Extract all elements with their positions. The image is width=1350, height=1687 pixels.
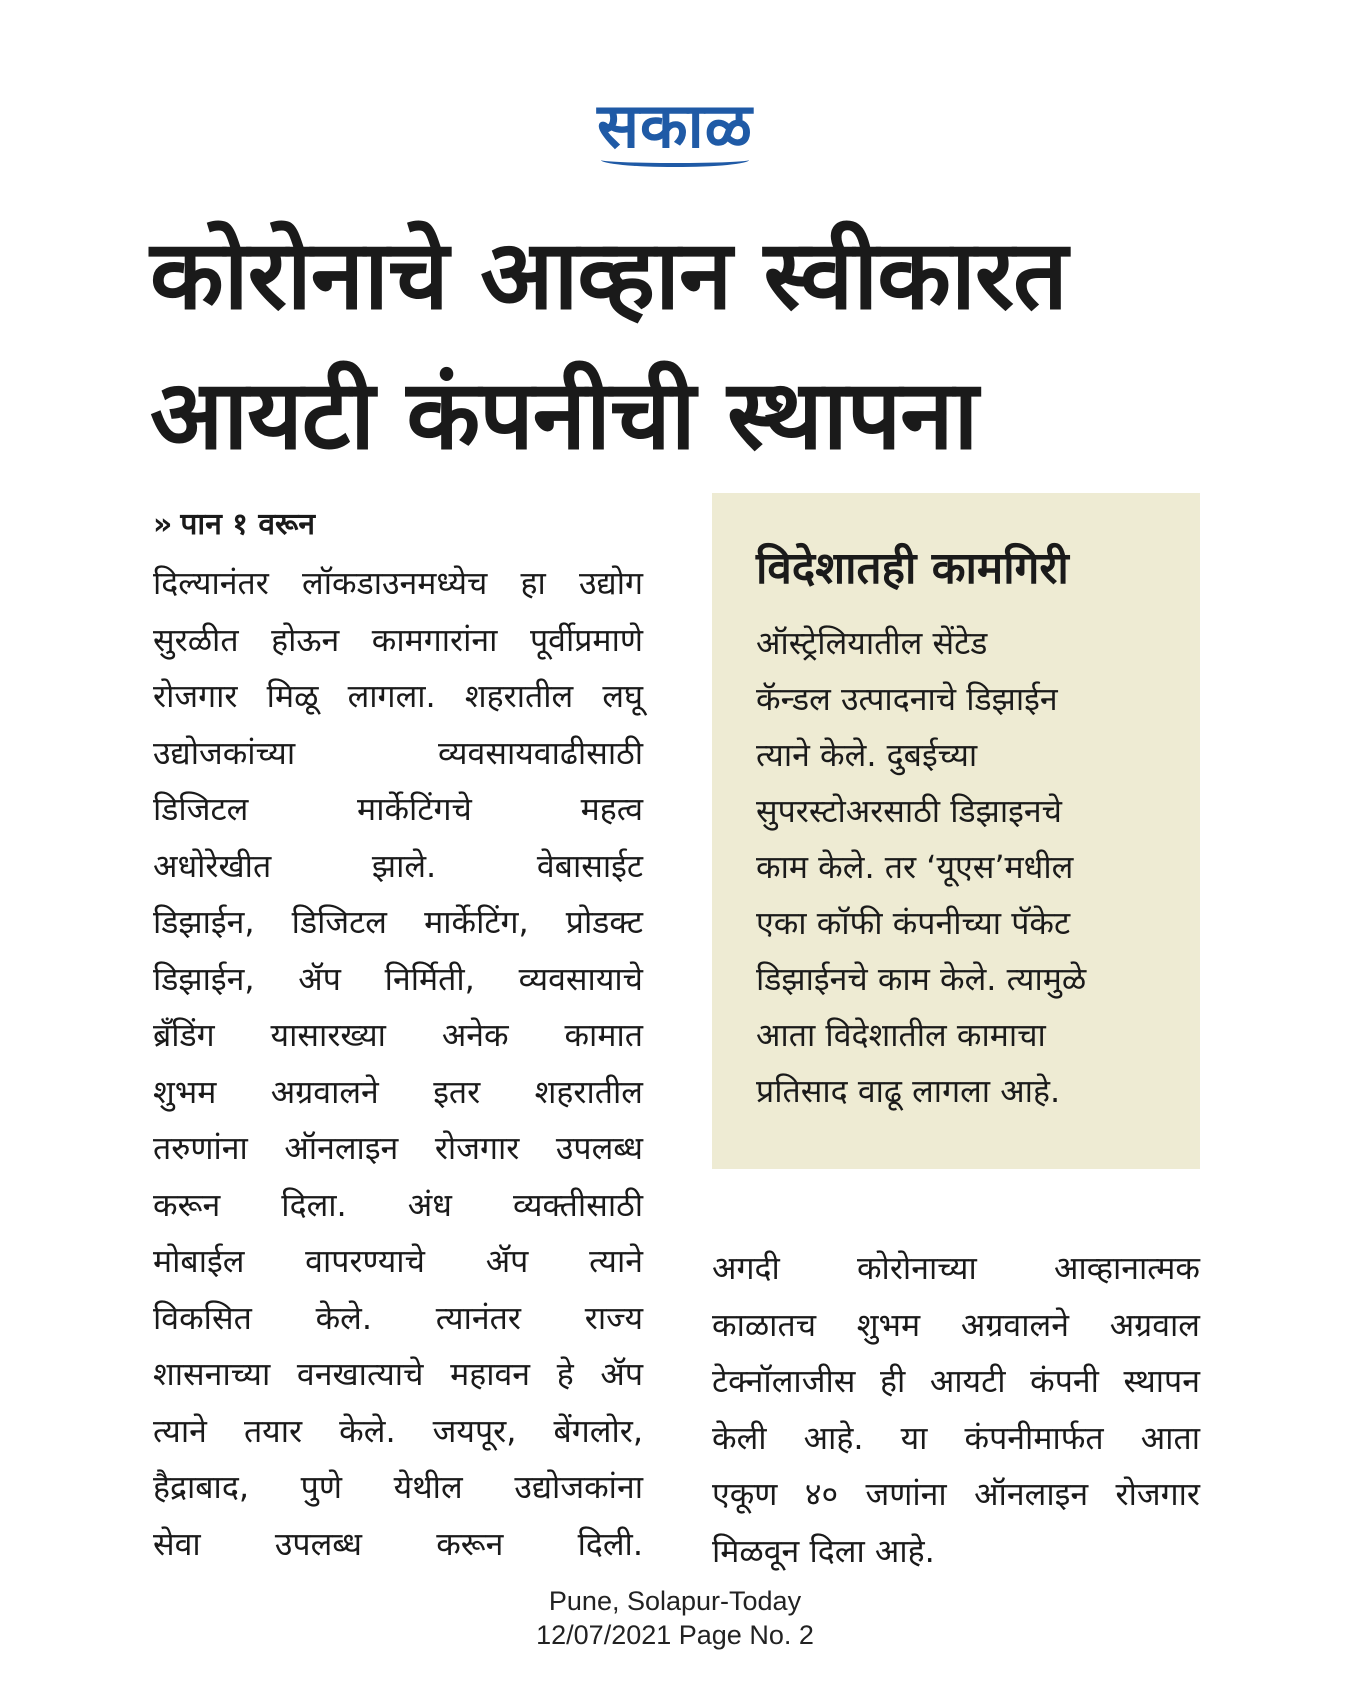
logo-text: सकाळ xyxy=(597,89,753,162)
sidebar-line: काम केले. तर ‘यूएस’मधील xyxy=(756,848,1074,886)
body-line: करून दिला. अंध व्यक्तीसाठी xyxy=(153,1185,643,1224)
body-line: डिझाईन, डिजिटल मार्केटिंग, प्रोडक्ट xyxy=(153,903,643,941)
body-line: मिळवून दिला आहे. xyxy=(712,1531,935,1570)
body-line: सुरळीत होऊन कामगारांना पूर्वीप्रमाणे xyxy=(153,620,643,659)
headline-line-2: आयटी कंपनीची स्थापना xyxy=(150,359,978,471)
body-line: एकूण ४० जणांना ऑनलाइन रोजगार xyxy=(712,1475,1200,1513)
sidebar-line: कॅन्डल उत्पादनाचे डिझाईन xyxy=(756,680,1058,718)
body-line: शासनाच्या वनखात्याचे महावन हे ॲप xyxy=(153,1355,643,1393)
sidebar-line: एका कॉफी कंपनीच्या पॅकेट xyxy=(756,904,1071,942)
sidebar-title: विदेशातही कामगिरी xyxy=(756,543,1069,594)
right-column xyxy=(712,1240,1200,1579)
body-line: रोजगार मिळू लागला. शहरातील लघू xyxy=(153,677,643,715)
sidebar-line: डिझाईनचे काम केले. त्यामुळे xyxy=(756,960,1087,998)
newspaper-logo xyxy=(597,89,753,167)
continued-from-text: पान १ वरून xyxy=(180,507,315,542)
body-line: ब्रँडिंग यासारख्या अनेक कामात xyxy=(153,1016,643,1054)
body-line: तरुणांना ऑनलाइन रोजगार उपलब्ध xyxy=(153,1129,643,1167)
body-line: डिजिटल मार्केटिंगचे महत्व xyxy=(153,790,643,828)
right-column-body xyxy=(712,1240,1200,1579)
body-line: विकसित केले. त्यानंतर राज्य xyxy=(153,1298,643,1337)
body-line: डिझाईन, ॲप निर्मिती, व्यवसायाचे xyxy=(153,959,643,998)
article-headline xyxy=(150,205,1200,485)
sidebar-line: आता विदेशातील कामाचा xyxy=(756,1016,1046,1054)
body-line: त्याने तयार केले. जयपूर, बेंगलोर, xyxy=(153,1411,643,1450)
body-line: उद्योजकांच्या व्यवसायवाढीसाठी xyxy=(153,733,643,772)
body-line: शुभम अग्रवालने इतर शहरातील xyxy=(153,1072,643,1111)
body-line: हैद्राबाद, पुणे येथील उद्योजकांना xyxy=(153,1468,643,1506)
body-line: अधोरेखीत झाले. वेबासाईट xyxy=(153,846,643,885)
body-line: दिल्यानंतर लॉकडाउनमध्येच हा उद्योग xyxy=(153,564,643,602)
body-line: केली आहे. या कंपनीमार्फत आता xyxy=(712,1418,1200,1457)
sidebar-box xyxy=(712,493,1200,1169)
body-line: टेक्नॉलाजीस ही आयटी कंपनी स्थापन xyxy=(712,1362,1200,1400)
continued-from-label xyxy=(153,505,643,545)
page-footer xyxy=(0,1584,1350,1652)
body-line: सेवा उपलब्ध करून दिली. xyxy=(153,1524,643,1563)
masthead xyxy=(0,89,1350,167)
headline-line-1: कोरोनाचे आव्हान स्वीकारत xyxy=(150,219,1067,331)
sidebar-line: त्याने केले. दुबईच्या xyxy=(756,736,978,774)
footer-date-page: 12/07/2021 Page No. 2 xyxy=(536,1620,814,1650)
sidebar-line: ऑस्ट्रेलियातील सेंटेड xyxy=(756,624,988,662)
logo-swoosh xyxy=(601,153,749,167)
left-column xyxy=(153,505,643,1572)
left-column-body xyxy=(153,555,643,1572)
footer-edition: Pune, Solapur-Today xyxy=(548,1586,802,1616)
body-line: काळातच शुभम अग्रवालने अग्रवाल xyxy=(712,1305,1200,1344)
body-line: मोबाईल वापरण्याचे ॲप त्याने xyxy=(153,1242,643,1280)
sidebar-line: सुपरस्टोअरसाठी डिझाइनचे xyxy=(756,792,1062,830)
body-line: अगदी कोरोनाच्या आव्हानात्मक xyxy=(712,1249,1200,1287)
sidebar-body xyxy=(756,615,1170,1119)
double-chevron-icon: » xyxy=(153,507,173,542)
sidebar-line: प्रतिसाद वाढू लागला आहे. xyxy=(756,1072,1061,1110)
